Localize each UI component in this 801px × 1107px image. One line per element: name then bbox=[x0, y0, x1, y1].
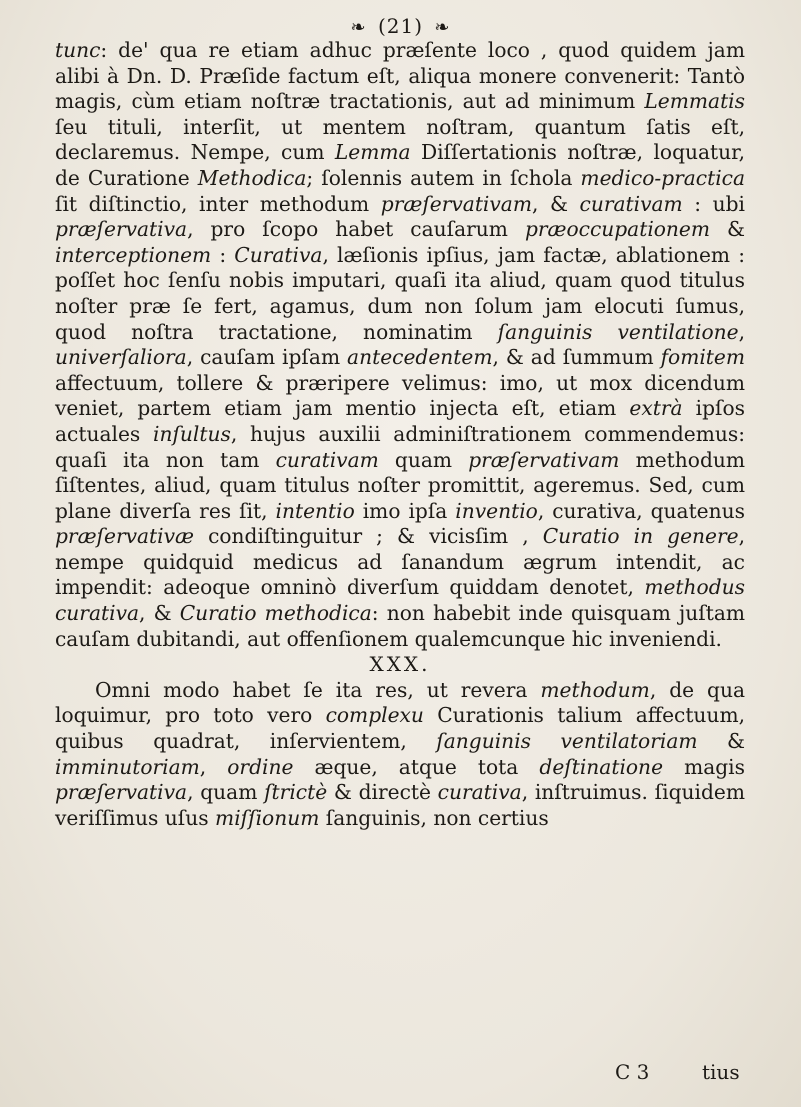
italic-run: præoccupationem bbox=[524, 217, 711, 242]
text-run: : bbox=[211, 242, 235, 267]
text-run: & directè bbox=[327, 780, 438, 805]
text-run: condiſtinguitur ; & vicisſim , bbox=[194, 524, 543, 549]
italic-run: curativam bbox=[275, 447, 379, 472]
italic-run: Curatio in genere bbox=[542, 524, 739, 549]
italic-run: præſervativam bbox=[468, 447, 620, 472]
text-run: , bbox=[199, 754, 228, 779]
text-run: Curationis talium affectuum, quibus quadrat, inſervientem, bbox=[55, 703, 745, 754]
text-run: & bbox=[697, 729, 745, 754]
italic-run: methodus curativa bbox=[55, 575, 745, 626]
text-run: : de' qua re etiam adhuc præſente loco , quod quidem jam alibi à Dn. D. Præſide factum eſt, aliqua monere convenerit: Tantò magis, cùm etiam noſtræ tractationis, aut ad minimum bbox=[55, 38, 745, 114]
text-run: , & bbox=[139, 601, 180, 626]
italic-run: præſervativæ bbox=[55, 524, 195, 549]
italic-run: deſtinatione bbox=[539, 754, 664, 779]
italic-run: Lemma bbox=[334, 140, 411, 165]
signature-mark: C 3 bbox=[615, 1060, 650, 1084]
italic-run: medico-practica bbox=[580, 165, 745, 190]
italic-run: methodum bbox=[540, 677, 650, 702]
italic-run: curativam bbox=[579, 191, 683, 216]
text-run: ; ſolennis autem in ſchola bbox=[306, 165, 581, 190]
text-run: , de qua loquimur, pro toto vero bbox=[55, 677, 745, 728]
italic-run: tunc bbox=[55, 38, 101, 62]
text-run: , hujus auxilii adminiſtrationem commendemus: quaſi ita non tam bbox=[55, 421, 745, 472]
italic-run: præſervativa bbox=[55, 780, 188, 805]
text-run: & bbox=[710, 217, 746, 242]
italic-run: fomitem bbox=[660, 345, 745, 370]
paragraph-2 bbox=[55, 678, 745, 832]
italic-run: curativa bbox=[437, 780, 522, 805]
italic-run: inventio bbox=[455, 498, 538, 523]
text-run: ſeu tituli, interſit, ut mentem noſtram, quantum ſatis eſt, declaremus. Nempe, cum bbox=[55, 114, 745, 165]
ornament-right-icon: ❧ bbox=[434, 17, 451, 38]
text-run: , inſtruimus. ſiquidem veriſſimus uſus bbox=[55, 780, 745, 830]
text-run: Omni modo habet ſe ita res, ut revera bbox=[95, 677, 541, 702]
italic-run: intentio bbox=[275, 498, 355, 523]
italic-run: complexu bbox=[325, 703, 424, 728]
section-number: XXX. bbox=[369, 652, 431, 677]
text-run: quam bbox=[378, 447, 469, 472]
italic-run: ordine bbox=[227, 754, 294, 779]
italic-run: ſtrictè bbox=[264, 780, 328, 805]
text-run: , curativa, quatenus bbox=[537, 498, 745, 523]
italic-run: miſſionum bbox=[215, 805, 320, 830]
italic-run: antecedentem bbox=[347, 345, 493, 370]
text-run: , & bbox=[531, 191, 580, 216]
italic-run: præſervativam bbox=[380, 191, 532, 216]
text-run: , quam bbox=[187, 780, 265, 805]
text-run: imo ipſa bbox=[354, 498, 456, 523]
text-run: , pro ſcopo habet cauſarum bbox=[187, 217, 525, 242]
italic-run: Curativa bbox=[234, 242, 323, 267]
text-run: ſit diſtinctio, inter methodum bbox=[55, 191, 381, 216]
italic-run: Curatio methodica bbox=[179, 601, 372, 626]
text-run: æque, atque tota bbox=[293, 754, 540, 779]
page-number: (21) bbox=[377, 14, 424, 38]
italic-run: præſervativa bbox=[55, 217, 188, 242]
text-run: magis bbox=[663, 754, 746, 779]
ornament-left-icon: ❧ bbox=[350, 17, 367, 38]
italic-run: ſanguinis ventilatoriam bbox=[436, 729, 698, 754]
paragraph-1 bbox=[55, 38, 745, 652]
text-run: Diſſertationis noſtræ, loquatur, de Curatione bbox=[55, 140, 745, 190]
italic-run: inſultus bbox=[152, 421, 231, 446]
italic-run: Methodica bbox=[197, 165, 307, 190]
page-header bbox=[0, 14, 801, 38]
italic-run: interceptionem bbox=[55, 242, 212, 267]
text-run: , nempe quidquid medicus ad ſanandum ægrum intendit, ac impendit: adeoque omninò diverſum quiddam denotet, bbox=[55, 524, 745, 600]
text-run: , læſionis ipſius, jam factæ, ablationem : poſſet hoc ſenſu nobis imputari, quaſi ita aliud, quam quod titulus noſter præ ſe fert, agamus, dum non ſolum jam elocuti ſumus, quod noſtra tractatione, nominatim bbox=[55, 242, 745, 344]
text-run: methodum ſiſtentes, aliud, quam titulus noſter promittit, ageremus. Sed, cum plane diverſa res ſit, bbox=[55, 447, 746, 523]
italic-run: Lemmatis bbox=[644, 89, 745, 114]
text-run: : ubi bbox=[682, 191, 745, 216]
catchword: tius bbox=[702, 1060, 740, 1084]
text-run: , bbox=[738, 319, 745, 344]
text-run: , & ad ſummum bbox=[492, 345, 661, 370]
text-run: ipſos actuales bbox=[55, 396, 745, 446]
text-run: affectuum, tollere & præripere velimus: imo, ut mox dicendum veniet, partem etiam jam mentio injecta eſt, etiam bbox=[55, 370, 745, 421]
body-text bbox=[55, 38, 745, 831]
text-run: ſanguinis, non certius bbox=[319, 805, 549, 830]
italic-run: imminutoriam bbox=[55, 754, 200, 779]
italic-run: ſanguinis ventilatione bbox=[497, 319, 739, 344]
italic-run: extrà bbox=[629, 396, 683, 421]
italic-run: univerſaliora bbox=[55, 345, 187, 370]
text-run: , cauſam ipſam bbox=[186, 345, 348, 370]
text-run: : non habebit inde quisquam juſtam cauſam dubitandi, aut offenſionem qualemcunque hic inveniendi. bbox=[55, 601, 745, 651]
